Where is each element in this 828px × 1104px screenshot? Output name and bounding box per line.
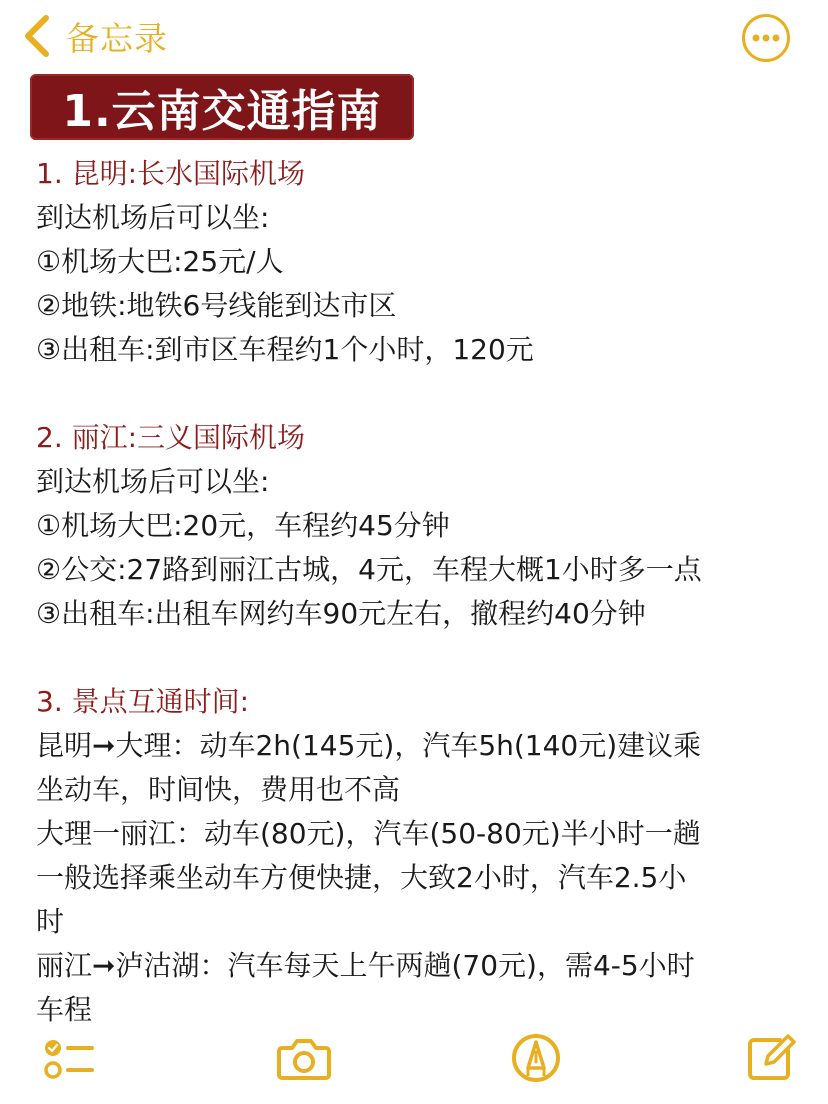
- note-line: 到达机场后可以坐:: [36, 201, 270, 234]
- note-line: ①机场大巴:25元/人: [36, 245, 284, 278]
- note-line: ③出租车:到市区车程约1个小时，120元: [36, 333, 534, 366]
- note-line: 丽江➞泸沽湖：汽车每天上午两趟(70元)，需4-5小时: [36, 949, 695, 982]
- note-line: ①机场大巴:20元，车程约45分钟: [36, 509, 450, 542]
- pen-markup-icon: [506, 1028, 566, 1088]
- checklist-button[interactable]: [38, 1028, 98, 1088]
- note-line: 到达机场后可以坐:: [36, 465, 270, 498]
- note-line: 车程: [36, 993, 93, 1026]
- note-line: 坐动车，时间快，费用也不高: [36, 773, 401, 806]
- back-button[interactable]: [16, 10, 168, 62]
- note-line: ③出租车:出租车网约车90元左右，撤程约40分钟: [36, 597, 646, 630]
- camera-icon: [274, 1028, 334, 1088]
- camera-button[interactable]: [274, 1028, 334, 1088]
- section-transfer-times: [36, 680, 816, 1032]
- note-line: ②地铁:地铁6号线能到达市区: [36, 289, 397, 322]
- section-heading: 2. 丽江:三义国际机场: [36, 421, 306, 454]
- nav-bar: [0, 0, 828, 70]
- section-kunming: [36, 152, 816, 372]
- compose-button[interactable]: [740, 1028, 800, 1088]
- section-lijiang: [36, 416, 816, 636]
- back-label: 备忘录: [66, 18, 168, 58]
- note-line: 大理一丽江：动车(80元)，汽车(50-80元)半小时一趟: [36, 817, 701, 850]
- note-line: 一般选择乘坐动车方便快捷，大致2小时，汽车2.5小: [36, 861, 687, 894]
- compose-icon: [740, 1028, 800, 1088]
- ellipsis-icon: [751, 33, 781, 43]
- section-heading: 3. 景点互通时间:: [36, 685, 250, 718]
- note-line: 时: [36, 905, 65, 938]
- note-body[interactable]: [36, 152, 816, 1032]
- page-title: 1.云南交通指南: [62, 86, 382, 137]
- title-banner: [30, 74, 414, 140]
- checklist-icon: [38, 1028, 98, 1088]
- section-heading: 1. 昆明:长水国际机场: [36, 157, 306, 190]
- note-line: 昆明➞大理：动车2h(145元)，汽车5h(140元)建议乘: [36, 729, 702, 762]
- bottom-toolbar: [0, 1020, 828, 1104]
- markup-button[interactable]: [506, 1028, 566, 1088]
- note-line: ②公交:27路到丽江古城，4元，车程大概1小时多一点: [36, 553, 702, 586]
- more-button[interactable]: [742, 14, 790, 62]
- chevron-left-icon: [16, 10, 60, 62]
